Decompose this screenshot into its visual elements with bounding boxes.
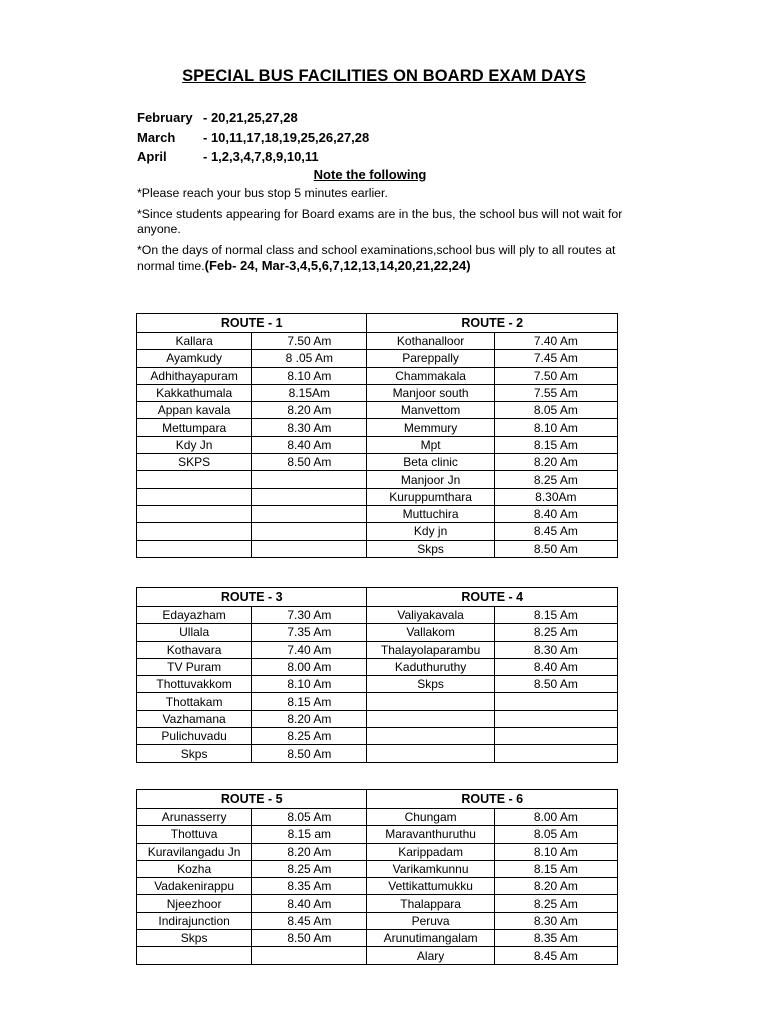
- stop-time: 8.50 Am: [494, 676, 617, 693]
- stop-time: 8.50 Am: [494, 540, 617, 557]
- stop-time: 8.25 Am: [252, 728, 367, 745]
- stop-name: Mettumpara: [137, 419, 252, 436]
- stop-name: Muttuchira: [367, 505, 494, 522]
- stop-name: Manjoor Jn: [367, 471, 494, 488]
- stop-time: 8.30 Am: [252, 419, 367, 436]
- exam-month: April: [137, 149, 167, 164]
- table-row: [137, 471, 618, 488]
- stop-time: [252, 947, 367, 964]
- stop-time: 8.30Am: [494, 488, 617, 505]
- stop-name: [137, 505, 252, 522]
- stop-name: Vazhamana: [137, 710, 252, 727]
- stop-time: [494, 728, 617, 745]
- stop-name: Arunutimangalam: [367, 930, 494, 947]
- stop-name: Mpt: [367, 436, 494, 453]
- route-table-3-4: [136, 587, 618, 763]
- stop-time: 8.40 Am: [252, 436, 367, 453]
- stop-name: Kuravilangadu Jn: [137, 843, 252, 860]
- route-body: [137, 333, 618, 558]
- stop-name: Beta clinic: [367, 454, 494, 471]
- stop-name: Pareppally: [367, 350, 494, 367]
- stop-name: Kdy jn: [367, 523, 494, 540]
- note-item: *Please reach your bus stop 5 minutes earlier.: [137, 186, 388, 200]
- table-row: [137, 505, 618, 522]
- stop-time: 8.15 Am: [494, 860, 617, 877]
- stop-name: Thottuva: [137, 826, 252, 843]
- note-heading: Note the following: [313, 167, 427, 182]
- stop-name: Adhithayapuram: [137, 367, 252, 384]
- stop-time: 8.10 Am: [252, 676, 367, 693]
- stop-name: Karippadam: [367, 843, 494, 860]
- table-row: [137, 624, 618, 641]
- normal-days: (Feb- 24, Mar-3,4,5,6,7,12,13,14,20,21,22,24): [204, 258, 471, 273]
- stop-name: Kothavara: [137, 641, 252, 658]
- stop-name: Ullala: [137, 624, 252, 641]
- stop-time: 7.50 Am: [252, 333, 367, 350]
- stop-name: [137, 947, 252, 964]
- table-row: [137, 333, 618, 350]
- stop-name: Arunasserry: [137, 809, 252, 826]
- stop-name: Skps: [367, 676, 494, 693]
- stop-time: 7.35 Am: [252, 624, 367, 641]
- table-row: [137, 419, 618, 436]
- stop-time: [494, 745, 617, 762]
- table-row: [137, 367, 618, 384]
- stop-name: Kuruppumthara: [367, 488, 494, 505]
- table-row: [137, 523, 618, 540]
- stop-name: [367, 745, 494, 762]
- stop-time: 7.40 Am: [494, 333, 617, 350]
- stop-name: Chammakala: [367, 367, 494, 384]
- stop-time: [494, 693, 617, 710]
- stop-name: Vallakom: [367, 624, 494, 641]
- stop-time: 8.20 Am: [494, 878, 617, 895]
- stop-name: Kdy Jn: [137, 436, 252, 453]
- route-title: ROUTE - 3: [137, 588, 367, 607]
- stop-name: Vadakenirappu: [137, 878, 252, 895]
- route-table-5-6: [136, 789, 618, 965]
- table-row: [137, 745, 618, 762]
- stop-name: Thalappara: [367, 895, 494, 912]
- stop-name: Kaduthuruthy: [367, 658, 494, 675]
- stop-time: [252, 471, 367, 488]
- stop-time: 8.15 Am: [494, 607, 617, 624]
- route-title: ROUTE - 6: [367, 790, 618, 809]
- stop-name: Skps: [367, 540, 494, 557]
- stop-name: Appan kavala: [137, 402, 252, 419]
- exam-month: February: [137, 110, 193, 125]
- stop-time: 8.05 Am: [252, 809, 367, 826]
- stop-name: Skps: [137, 745, 252, 762]
- exam-dates: [137, 108, 369, 167]
- table-row: [137, 607, 618, 624]
- stop-name: Pulichuvadu: [137, 728, 252, 745]
- exam-month: March: [137, 129, 176, 145]
- stop-name: [137, 471, 252, 488]
- stop-time: 7.55 Am: [494, 384, 617, 401]
- stop-name: Memmury: [367, 419, 494, 436]
- route-header-row: [137, 314, 618, 333]
- stop-time: 8.05 Am: [494, 826, 617, 843]
- page-title: SPECIAL BUS FACILITIES ON BOARD EXAM DAYS: [182, 67, 586, 85]
- stop-name: Edayazham: [137, 607, 252, 624]
- stop-time: 8.25 Am: [494, 624, 617, 641]
- note-item: [137, 243, 627, 274]
- stop-time: 8.20 Am: [252, 843, 367, 860]
- table-row: [137, 878, 618, 895]
- stop-name: Kallara: [137, 333, 252, 350]
- stop-name: [137, 488, 252, 505]
- stop-time: 8.50 Am: [252, 930, 367, 947]
- stop-name: Maravanthuruthu: [367, 826, 494, 843]
- stop-time: 8.45 Am: [252, 912, 367, 929]
- stop-time: 8.20 Am: [494, 454, 617, 471]
- stop-name: Thalayolaparambu: [367, 641, 494, 658]
- stop-time: 8.15Am: [252, 384, 367, 401]
- stop-name: [367, 693, 494, 710]
- exam-date-row: [137, 128, 369, 148]
- table-row: [137, 488, 618, 505]
- stop-time: 8.00 Am: [252, 658, 367, 675]
- stop-name: Kozha: [137, 860, 252, 877]
- stop-time: 8.25 Am: [494, 471, 617, 488]
- stop-time: 8.20 Am: [252, 710, 367, 727]
- stop-name: Thottakam: [137, 693, 252, 710]
- stop-name: TV Puram: [137, 658, 252, 675]
- stop-name: Vettikattumukku: [367, 878, 494, 895]
- table-row: [137, 930, 618, 947]
- exam-days: - 10,11,17,18,19,25,26,27,28: [203, 129, 370, 145]
- stop-time: 8.30 Am: [494, 641, 617, 658]
- exam-days: - 1,2,3,4,7,8,9,10,11: [203, 149, 319, 164]
- stop-name: [137, 523, 252, 540]
- stop-name: Peruva: [367, 912, 494, 929]
- table-row: [137, 895, 618, 912]
- table-row: [137, 693, 618, 710]
- stop-name: Indirajunction: [137, 912, 252, 929]
- stop-name: Varikamkunnu: [367, 860, 494, 877]
- stop-time: 8.45 Am: [494, 523, 617, 540]
- table-row: [137, 658, 618, 675]
- stop-time: 8.40 Am: [494, 658, 617, 675]
- stop-time: 8.45 Am: [494, 947, 617, 964]
- notes-section: [137, 186, 627, 280]
- stop-name: Chungam: [367, 809, 494, 826]
- stop-time: 7.50 Am: [494, 367, 617, 384]
- table-row: [137, 912, 618, 929]
- stop-time: 8.10 Am: [252, 367, 367, 384]
- stop-name: [137, 540, 252, 557]
- route-title: ROUTE - 2: [367, 314, 618, 333]
- table-row: [137, 676, 618, 693]
- route-body: [137, 809, 618, 965]
- table-row: [137, 809, 618, 826]
- route-title: ROUTE - 5: [137, 790, 367, 809]
- stop-time: 8.15 Am: [252, 693, 367, 710]
- route-body: [137, 607, 618, 763]
- route-header-row: [137, 790, 618, 809]
- table-row: [137, 454, 618, 471]
- table-row: [137, 350, 618, 367]
- stop-name: Manjoor south: [367, 384, 494, 401]
- stop-time: [252, 488, 367, 505]
- stop-name: SKPS: [137, 454, 252, 471]
- stop-time: 7.30 Am: [252, 607, 367, 624]
- table-row: [137, 843, 618, 860]
- table-row: [137, 402, 618, 419]
- stop-name: Valiyakavala: [367, 607, 494, 624]
- stop-name: Thottuvakkom: [137, 676, 252, 693]
- stop-time: 8.20 Am: [252, 402, 367, 419]
- stop-name: [367, 728, 494, 745]
- table-row: [137, 540, 618, 557]
- table-row: [137, 436, 618, 453]
- stop-name: Kothanalloor: [367, 333, 494, 350]
- stop-name: [367, 710, 494, 727]
- stop-time: [494, 710, 617, 727]
- table-row: [137, 641, 618, 658]
- stop-name: Alary: [367, 947, 494, 964]
- stop-time: 7.45 Am: [494, 350, 617, 367]
- stop-time: 8.00 Am: [494, 809, 617, 826]
- stop-time: 8.05 Am: [494, 402, 617, 419]
- table-row: [137, 826, 618, 843]
- stop-name: Skps: [137, 930, 252, 947]
- route-table-1-2: [136, 313, 618, 558]
- stop-time: 8.25 Am: [252, 860, 367, 877]
- stop-name: Ayamkudy: [137, 350, 252, 367]
- note-item: *Since students appearing for Board exams are in the bus, the school bus will not wait for anyone.: [137, 207, 623, 236]
- stop-time: 8.10 Am: [494, 419, 617, 436]
- route-header-row: [137, 588, 618, 607]
- stop-time: [252, 505, 367, 522]
- note-text: *On the days of normal class and school examinations,school bus will ply to all routes at normal time.: [137, 243, 616, 273]
- exam-date-row: [137, 108, 369, 128]
- route-title: ROUTE - 1: [137, 314, 367, 333]
- exam-days: - 20,21,25,27,28: [203, 110, 298, 125]
- stop-time: 8.30 Am: [494, 912, 617, 929]
- stop-time: 7.40 Am: [252, 641, 367, 658]
- stop-time: [252, 540, 367, 557]
- stop-time: 8.15 am: [252, 826, 367, 843]
- table-row: [137, 947, 618, 964]
- stop-time: 8.50 Am: [252, 745, 367, 762]
- stop-time: 8.50 Am: [252, 454, 367, 471]
- stop-time: 8.15 Am: [494, 436, 617, 453]
- table-row: [137, 728, 618, 745]
- stop-name: Kakkathumala: [137, 384, 252, 401]
- stop-time: 8.35 Am: [252, 878, 367, 895]
- route-title: ROUTE - 4: [367, 588, 618, 607]
- stop-time: 8.25 Am: [494, 895, 617, 912]
- table-row: [137, 860, 618, 877]
- stop-name: Manvettom: [367, 402, 494, 419]
- stop-time: 8 .05 Am: [252, 350, 367, 367]
- stop-time: 8.35 Am: [494, 930, 617, 947]
- stop-name: Njeezhoor: [137, 895, 252, 912]
- stop-time: 8.40 Am: [494, 505, 617, 522]
- stop-time: 8.10 Am: [494, 843, 617, 860]
- stop-time: 8.40 Am: [252, 895, 367, 912]
- exam-date-row: [137, 147, 369, 167]
- table-row: [137, 710, 618, 727]
- table-row: [137, 384, 618, 401]
- stop-time: [252, 523, 367, 540]
